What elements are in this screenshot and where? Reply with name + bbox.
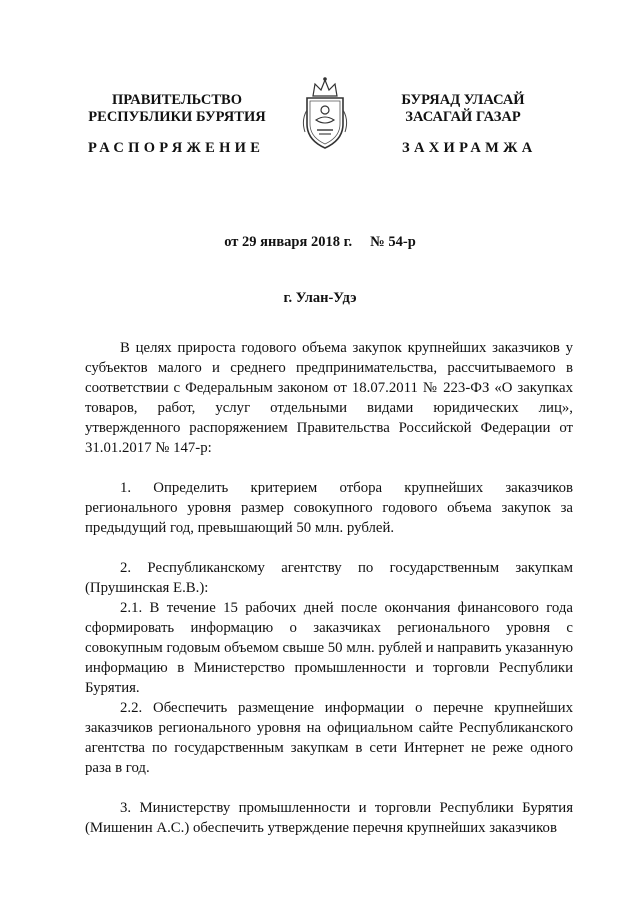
paragraph-2: 2. Республиканскому агентству по государственным закупкам (Прушинская Е.В.):	[85, 560, 573, 596]
paragraph-3: 3. Министерству промышленности и торговли Республики Бурятия (Мишенин А.С.) обеспечить утверждение перечня крупнейших заказчиков	[85, 800, 573, 836]
doc-type-right: ЗАХИРАМЖА	[402, 140, 537, 156]
header-left	[82, 92, 272, 126]
document-number: № 54-р	[370, 234, 416, 250]
intro-paragraph: В целях прироста годового объема закупок крупнейших заказчиков у субъектов малого и среднего предпринимательства, рассчитываемого в соответствии с Федеральным законом от 18.07.2011 № 223-ФЗ «О закупках товаров, работ, услуг отдельными видами юридических лиц», утвержденного распоряжением Правительства Российской Федерации от 31.01.2017 № 147-р:	[85, 340, 573, 456]
document-body	[85, 338, 573, 838]
header-right	[378, 92, 548, 126]
document-date: от 29 января 2018 г.	[224, 234, 353, 250]
paragraph-1: 1. Определить критерием отбора крупнейших заказчиков регионального уровня размер совокупного годового объема закупок за предыдущий год, превышающий 50 млн. рублей.	[85, 480, 573, 536]
doc-type-left: РАСПОРЯЖЕНИЕ	[88, 140, 265, 156]
header-right-line2: ЗАСАГАЙ ГАЗАР	[405, 109, 521, 125]
paragraph-2-2: 2.2. Обеспечить размещение информации о перечне крупнейших заказчиков регионального уровня на официальном сайте Республиканского агентства по государственным закупкам в сети Интернет не реже одного раза в год.	[85, 700, 573, 776]
header-right-line1: БУРЯАД УЛАСАЙ	[401, 92, 525, 108]
header-left-line2: РЕСПУБЛИКИ БУРЯТИЯ	[88, 109, 266, 125]
city: г. Улан-Удэ	[283, 290, 357, 306]
header-left-line1: ПРАВИТЕЛЬСТВО	[112, 92, 242, 108]
date-line	[0, 234, 640, 251]
coat-of-arms-icon	[299, 74, 351, 154]
paragraph-2-1: 2.1. В течение 15 рабочих дней после окончания финансового года сформировать информацию о заказчиках регионального уровня с совокупным годовым объемом свыше 50 млн. рублей и направить указанную информацию в Министерство промышленности и торговли Республики Бурятия.	[85, 600, 573, 696]
